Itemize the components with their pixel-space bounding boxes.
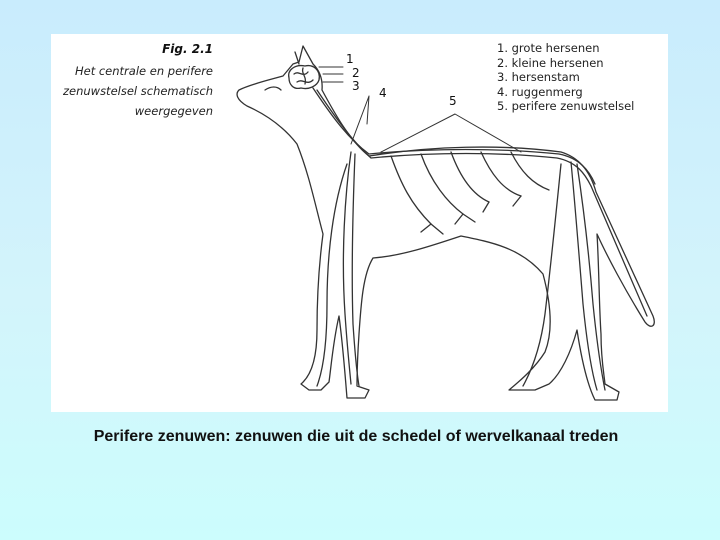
- callout-number: 5: [449, 94, 457, 108]
- legend-item: 2. kleine hersenen: [497, 55, 604, 70]
- slide-caption: Perifere zenuwen: zenuwen die uit de schedel of wervelkanaal treden: [93, 428, 619, 445]
- caption-line: Het centrale en perifere: [74, 64, 213, 78]
- legend-item: 4. ruggenmerg: [497, 84, 583, 99]
- callout-lines: [319, 67, 369, 144]
- legend-item: 1. grote hersenen: [497, 41, 600, 55]
- figure-panel: [51, 34, 668, 412]
- callout-number: 1: [346, 52, 354, 66]
- figure-title: Fig. 2.1: [162, 42, 213, 56]
- legend-item: 5. perifere zenuwstelsel: [497, 99, 635, 113]
- figure-caption: [43, 61, 213, 121]
- figure-legend: [497, 41, 667, 114]
- callout-number: 2: [352, 66, 360, 80]
- callout-number: 3: [352, 79, 360, 93]
- nerve-hind-leg: [571, 162, 597, 390]
- nerve-front-leg: [343, 152, 351, 384]
- legend-item: 3. hersenstam: [497, 70, 580, 84]
- caption-line: zenuwstelsel schematisch: [62, 84, 213, 98]
- caption-line: weergegeven: [134, 104, 213, 118]
- callout-number: 4: [379, 86, 387, 100]
- nerve-trunk: [391, 152, 549, 224]
